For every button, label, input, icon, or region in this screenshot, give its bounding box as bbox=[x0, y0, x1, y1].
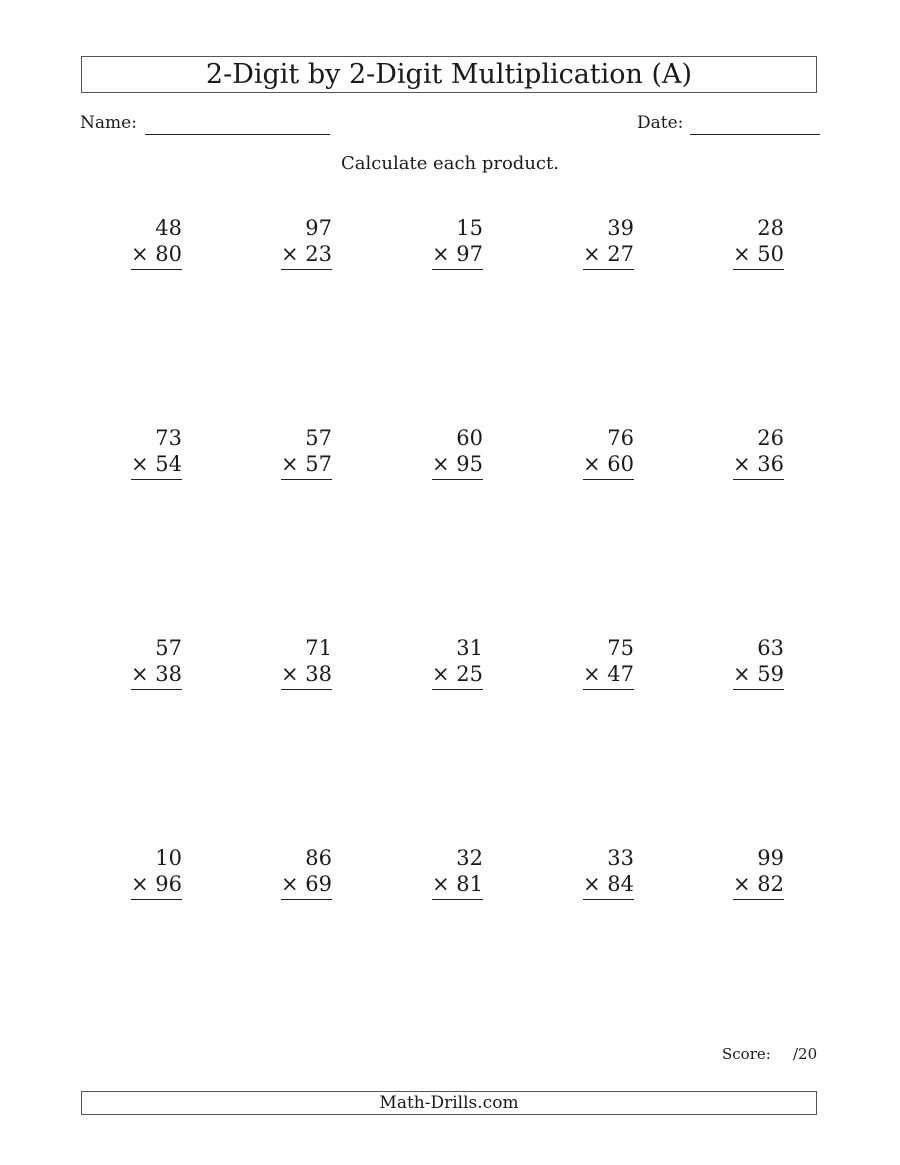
problem-multiplier-row bbox=[432, 661, 483, 690]
problem-multiplier: 50 bbox=[757, 242, 784, 266]
problem-multiplicand: 10 bbox=[155, 846, 182, 870]
problem-multiplier: 23 bbox=[305, 242, 332, 266]
problem-multiplier: 95 bbox=[456, 452, 483, 476]
problem-multiplicand: 60 bbox=[456, 426, 483, 450]
multiplication-problem bbox=[64, 845, 184, 900]
problem-multiplicand: 26 bbox=[757, 426, 784, 450]
problem-multiplier: 69 bbox=[305, 872, 332, 896]
date-blank-line[interactable] bbox=[690, 134, 820, 135]
multiplication-problem bbox=[666, 635, 786, 690]
problem-multiplier: 84 bbox=[607, 872, 634, 896]
times-icon: × bbox=[732, 242, 751, 266]
problem-multiplier-row bbox=[281, 871, 332, 900]
problem-multiplier: 80 bbox=[155, 242, 182, 266]
multiplication-problem bbox=[365, 215, 485, 270]
problem-multiplier-row bbox=[131, 661, 182, 690]
multiplication-problem bbox=[666, 215, 786, 270]
multiplication-problem bbox=[365, 635, 485, 690]
multiplication-problem bbox=[214, 215, 334, 270]
problem-multiplier-row bbox=[131, 241, 182, 270]
problem-multiplier: 54 bbox=[155, 452, 182, 476]
problem-multiplier-row bbox=[281, 241, 332, 270]
problem-multiplier-row bbox=[583, 241, 634, 270]
name-blank-line[interactable] bbox=[145, 134, 330, 135]
multiplication-problem bbox=[516, 635, 636, 690]
problem-multiplier: 38 bbox=[155, 662, 182, 686]
instructions-text: Calculate each product. bbox=[341, 153, 559, 174]
problem-multiplier-row bbox=[733, 451, 784, 480]
multiplication-problem bbox=[64, 215, 184, 270]
multiplication-problem bbox=[666, 425, 786, 480]
problem-multiplicand: 97 bbox=[305, 216, 332, 240]
problem-multiplicand: 86 bbox=[305, 846, 332, 870]
problem-multiplier-row bbox=[131, 871, 182, 900]
score-label: Score: bbox=[722, 1045, 771, 1063]
problem-multiplicand: 33 bbox=[607, 846, 634, 870]
times-icon: × bbox=[582, 662, 601, 686]
score-total: /20 bbox=[793, 1045, 818, 1063]
multiplication-problem bbox=[516, 425, 636, 480]
times-icon: × bbox=[732, 662, 751, 686]
times-icon: × bbox=[732, 872, 751, 896]
multiplication-problem bbox=[64, 425, 184, 480]
times-icon: × bbox=[130, 872, 149, 896]
problem-multiplicand: 32 bbox=[456, 846, 483, 870]
multiplication-problem bbox=[214, 425, 334, 480]
problem-multiplier-row bbox=[281, 661, 332, 690]
times-icon: × bbox=[130, 662, 149, 686]
problem-multiplicand: 63 bbox=[757, 636, 784, 660]
problem-multiplier-row bbox=[432, 871, 483, 900]
problem-multiplicand: 57 bbox=[155, 636, 182, 660]
problem-multiplier: 38 bbox=[305, 662, 332, 686]
problem-multiplicand: 73 bbox=[155, 426, 182, 450]
problem-multiplier: 25 bbox=[456, 662, 483, 686]
problem-multiplier-row bbox=[131, 451, 182, 480]
problem-multiplicand: 99 bbox=[757, 846, 784, 870]
problem-multiplier: 27 bbox=[607, 242, 634, 266]
multiplication-problem bbox=[365, 425, 485, 480]
problem-multiplier: 47 bbox=[607, 662, 634, 686]
times-icon: × bbox=[431, 242, 450, 266]
times-icon: × bbox=[582, 452, 601, 476]
problem-multiplier-row bbox=[733, 241, 784, 270]
problem-multiplicand: 48 bbox=[155, 216, 182, 240]
times-icon: × bbox=[582, 242, 601, 266]
problem-multiplier-row bbox=[733, 871, 784, 900]
problem-multiplier: 57 bbox=[305, 452, 332, 476]
problem-multiplier: 97 bbox=[456, 242, 483, 266]
problem-multiplier-row bbox=[583, 661, 634, 690]
problem-multiplier-row bbox=[432, 241, 483, 270]
problem-multiplier-row bbox=[733, 661, 784, 690]
times-icon: × bbox=[431, 872, 450, 896]
multiplication-problem bbox=[516, 215, 636, 270]
problem-multiplicand: 76 bbox=[607, 426, 634, 450]
times-icon: × bbox=[280, 242, 299, 266]
problem-multiplier: 82 bbox=[757, 872, 784, 896]
problem-multiplicand: 39 bbox=[607, 216, 634, 240]
problem-multiplier: 60 bbox=[607, 452, 634, 476]
times-icon: × bbox=[582, 872, 601, 896]
times-icon: × bbox=[431, 452, 450, 476]
problem-multiplier-row bbox=[583, 451, 634, 480]
problem-multiplicand: 28 bbox=[757, 216, 784, 240]
worksheet-title: 2-Digit by 2-Digit Multiplication (A) bbox=[81, 56, 817, 93]
problem-multiplier-row bbox=[432, 451, 483, 480]
multiplication-problem bbox=[516, 845, 636, 900]
problem-multiplier: 96 bbox=[155, 872, 182, 896]
times-icon: × bbox=[732, 452, 751, 476]
times-icon: × bbox=[431, 662, 450, 686]
times-icon: × bbox=[130, 452, 149, 476]
times-icon: × bbox=[280, 452, 299, 476]
problem-multiplier-row bbox=[281, 451, 332, 480]
multiplication-problem bbox=[214, 845, 334, 900]
footer-site-name: Math-Drills.com bbox=[81, 1091, 817, 1115]
multiplication-problem bbox=[365, 845, 485, 900]
problem-multiplier: 36 bbox=[757, 452, 784, 476]
times-icon: × bbox=[280, 662, 299, 686]
problem-multiplicand: 31 bbox=[456, 636, 483, 660]
problem-multiplicand: 71 bbox=[305, 636, 332, 660]
problem-multiplicand: 15 bbox=[456, 216, 483, 240]
problem-multiplier: 81 bbox=[456, 872, 483, 896]
problem-multiplier: 59 bbox=[757, 662, 784, 686]
name-label: Name: bbox=[80, 113, 137, 133]
problem-multiplicand: 57 bbox=[305, 426, 332, 450]
multiplication-problem bbox=[214, 635, 334, 690]
multiplication-problem bbox=[64, 635, 184, 690]
problem-multiplicand: 75 bbox=[607, 636, 634, 660]
problem-multiplier-row bbox=[583, 871, 634, 900]
date-label: Date: bbox=[637, 113, 684, 133]
multiplication-problem bbox=[666, 845, 786, 900]
times-icon: × bbox=[280, 872, 299, 896]
times-icon: × bbox=[130, 242, 149, 266]
